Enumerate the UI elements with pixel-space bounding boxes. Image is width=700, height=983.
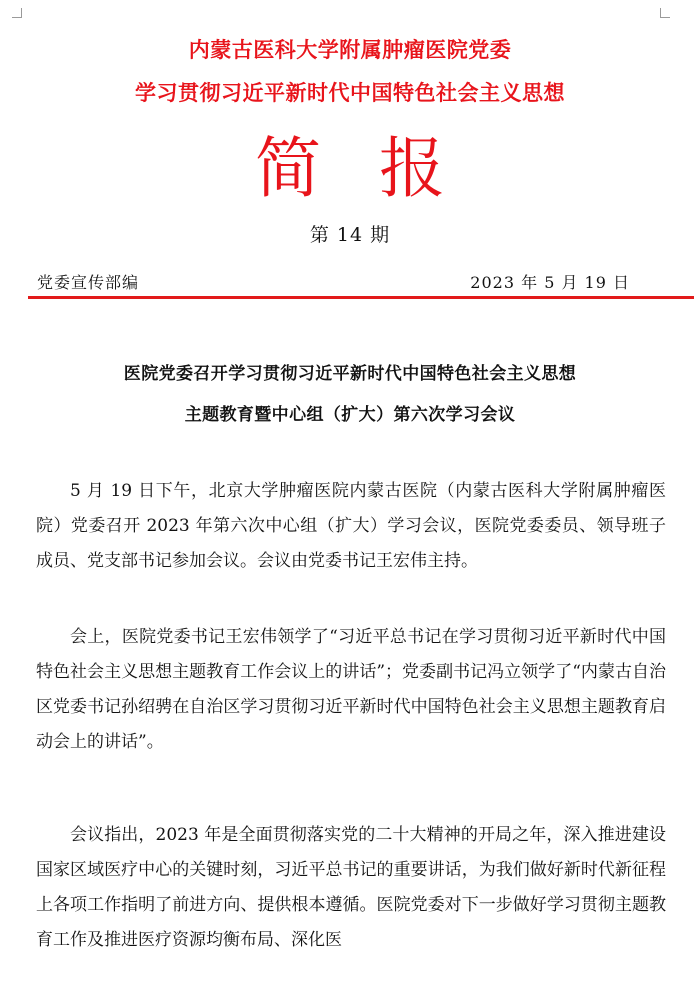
article-title-line-2: 主题教育暨中心组（扩大）第六次学习会议 xyxy=(184,405,516,425)
article-paragraph-1: 5 月 19 日下午，北京大学肿瘤医院内蒙古医院（内蒙古医科大学附属肿瘤医院）党委召开 2023 年第六次中心组（扩大）学习会议，医院党委委员、领导班子成员、党支部书记参加会议。会议由党委书记王宏伟主持。 xyxy=(36,481,666,571)
article-paragraph-2: 会上，医院党委书记王宏伟领学了“习近平总书记在学习贯彻习近平新时代中国特色社会主义思想主题教育工作会议上的讲话”；党委副书记冯立领学了“内蒙古自治区党委书记孙绍骋在自治区学习贯彻习近平新时代中国特色社会主义思想主题教育启动会上的讲话”。 xyxy=(36,627,666,752)
page-corner-mark-right xyxy=(660,8,670,18)
page-corner-mark-left xyxy=(12,8,22,18)
red-divider-line xyxy=(28,296,694,299)
issue-number: 第 14 期 xyxy=(309,224,391,246)
article-paragraph-3: 会议指出，2023 年是全面贯彻落实党的二十大精神的开局之年，深入推进建设国家区域医疗中心的关键时刻，习近平总书记的重要讲话，为我们做好新时代新征程上各项工作指明了前进方向、提供根本遵循。医院党委对下一步做好学习贯彻主题教育工作及推进医疗资源均衡布局、深化医 xyxy=(36,825,666,950)
editor-department: 党委宣传部编 xyxy=(37,273,140,292)
publication-date: 2023 年 5 月 19 日 xyxy=(470,273,630,292)
bulletin-masthead: 简报 xyxy=(255,130,503,207)
study-theme: 学习贯彻习近平新时代中国特色社会主义思想 xyxy=(135,81,565,105)
article-title-line-1: 医院党委召开学习贯彻习近平新时代中国特色社会主义思想 xyxy=(123,364,577,384)
organization-name: 内蒙古医科大学附属肿瘤医院党委 xyxy=(188,38,512,62)
